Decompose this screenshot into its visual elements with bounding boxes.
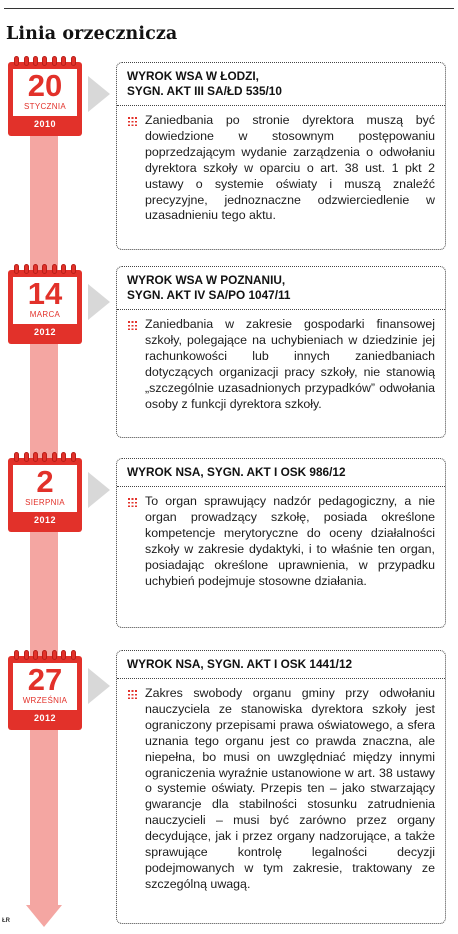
calendar-rings	[12, 650, 78, 660]
ruling-body	[117, 679, 445, 901]
ruling-text: Zakres swobody organu gminy przy odwołaniu nauczyciela ze stanowiska dyrektora szkoły jest ograniczony przepisami prawa oświatowego, a sfera uznania tego organu jest co prawda znaczna, ale niepełna, bo musi on uwzględniać między innymi ograniczenia wyraźnie ustanowione w art. 38 ustawy o systemie oświaty. Przepis ten – jako stwarzający gwarancje dla stabilności stosunku zatrudnienia nauczycieli – musi być zarówno przez organy decydujące, jak i przez organy nadzorujące, a także sprawujące kontrolę legalności decyzji podejmowanych w tym zakresie, traktowany ze szczególną uwagą.	[145, 686, 435, 891]
calendar-body	[8, 458, 82, 532]
bullet-icon	[128, 321, 137, 330]
calendar-day: 27	[27, 662, 63, 697]
ruling-body	[117, 106, 445, 232]
pointer-arrow-icon	[88, 284, 110, 320]
ruling-text: Zaniedbania w zakresie gospodarki finansowej szkoły, polegające na uchybieniach w dziedzinie jej rachunkowości lub innych zaniedbaniach dotyczących organizacji pracy szkoły, nie stanowią „szczególnie uzasadnionych przypadków” odwołania osoby z funkcji dyrektora szkoły.	[145, 317, 435, 411]
calendar-day: 20	[27, 68, 63, 103]
timeline-arrow-icon	[26, 905, 62, 927]
calendar-month: MARCA	[29, 310, 61, 319]
calendar-month: SIERPNIA	[25, 498, 65, 507]
ruling-body	[117, 310, 445, 420]
calendar-face	[13, 277, 77, 324]
bullet-icon	[128, 117, 137, 126]
calendar-day: 2	[36, 464, 54, 499]
calendar-body	[8, 656, 82, 730]
calendar-face	[13, 69, 77, 116]
ruling-heading: WYROK WSA W POZNANIU, SYGN. AKT IV SA/PO 1047/11	[117, 267, 445, 310]
calendar-rings	[12, 264, 78, 274]
calendar-body	[8, 62, 82, 136]
pointer-arrow-icon	[88, 668, 110, 704]
pointer-arrow-icon	[88, 472, 110, 508]
calendar-body	[8, 270, 82, 344]
page-title: Linia orzecznicza	[6, 24, 178, 44]
calendar-rings	[12, 452, 78, 462]
calendar-rings	[12, 56, 78, 66]
ruling-heading: WYROK NSA, SYGN. AKT I OSK 1441/12	[117, 651, 445, 679]
calendar-day: 14	[27, 276, 63, 311]
calendar-year: 2012	[33, 327, 57, 337]
calendar-year: 2010	[33, 119, 57, 129]
ruling-card	[116, 458, 446, 628]
calendar-face	[13, 663, 77, 710]
calendar-month: WRZEŚNIA	[22, 696, 68, 705]
ruling-body	[117, 487, 445, 597]
calendar-year: 2012	[33, 713, 57, 723]
author-credit: ŁR	[2, 918, 10, 924]
ruling-card	[116, 650, 446, 924]
ruling-card	[116, 266, 446, 438]
ruling-card	[116, 62, 446, 250]
calendar-month: STYCZNIA	[24, 102, 66, 111]
bullet-icon	[128, 498, 137, 507]
bullet-icon	[128, 690, 137, 699]
pointer-arrow-icon	[88, 76, 110, 112]
ruling-text: To organ sprawujący nadzór pedagogiczny, a nie organ prowadzący szkołę, posiada określone kompetencje merytoryczne do oceny działalności szkoły w zakresie dydaktyki, i to właśnie ten organ, posiadając określone uprawnienia, w przypadku uchybień podejmuje stosowne działania.	[145, 494, 435, 588]
calendar-face	[13, 465, 77, 512]
ruling-heading: WYROK WSA W ŁODZI, SYGN. AKT III SA/ŁD 535/10	[117, 63, 445, 106]
ruling-heading: WYROK NSA, SYGN. AKT I OSK 986/12	[117, 459, 445, 487]
ruling-text: Zaniedbania po stronie dyrektora muszą być dowiedzione w stosownym postępowaniu poprzedzającym wydanie zarządzenia o odwołaniu dyrektora szkoły w oparciu o art. 38 ust. 1 pkt 2 ustawy o systemie oświaty i muszą znaleźć precyzyjne, jednoznaczne odzwierciedlenie w uzasadnieniu tego aktu.	[145, 113, 435, 223]
top-rule	[4, 8, 454, 9]
calendar-year: 2012	[33, 515, 57, 525]
